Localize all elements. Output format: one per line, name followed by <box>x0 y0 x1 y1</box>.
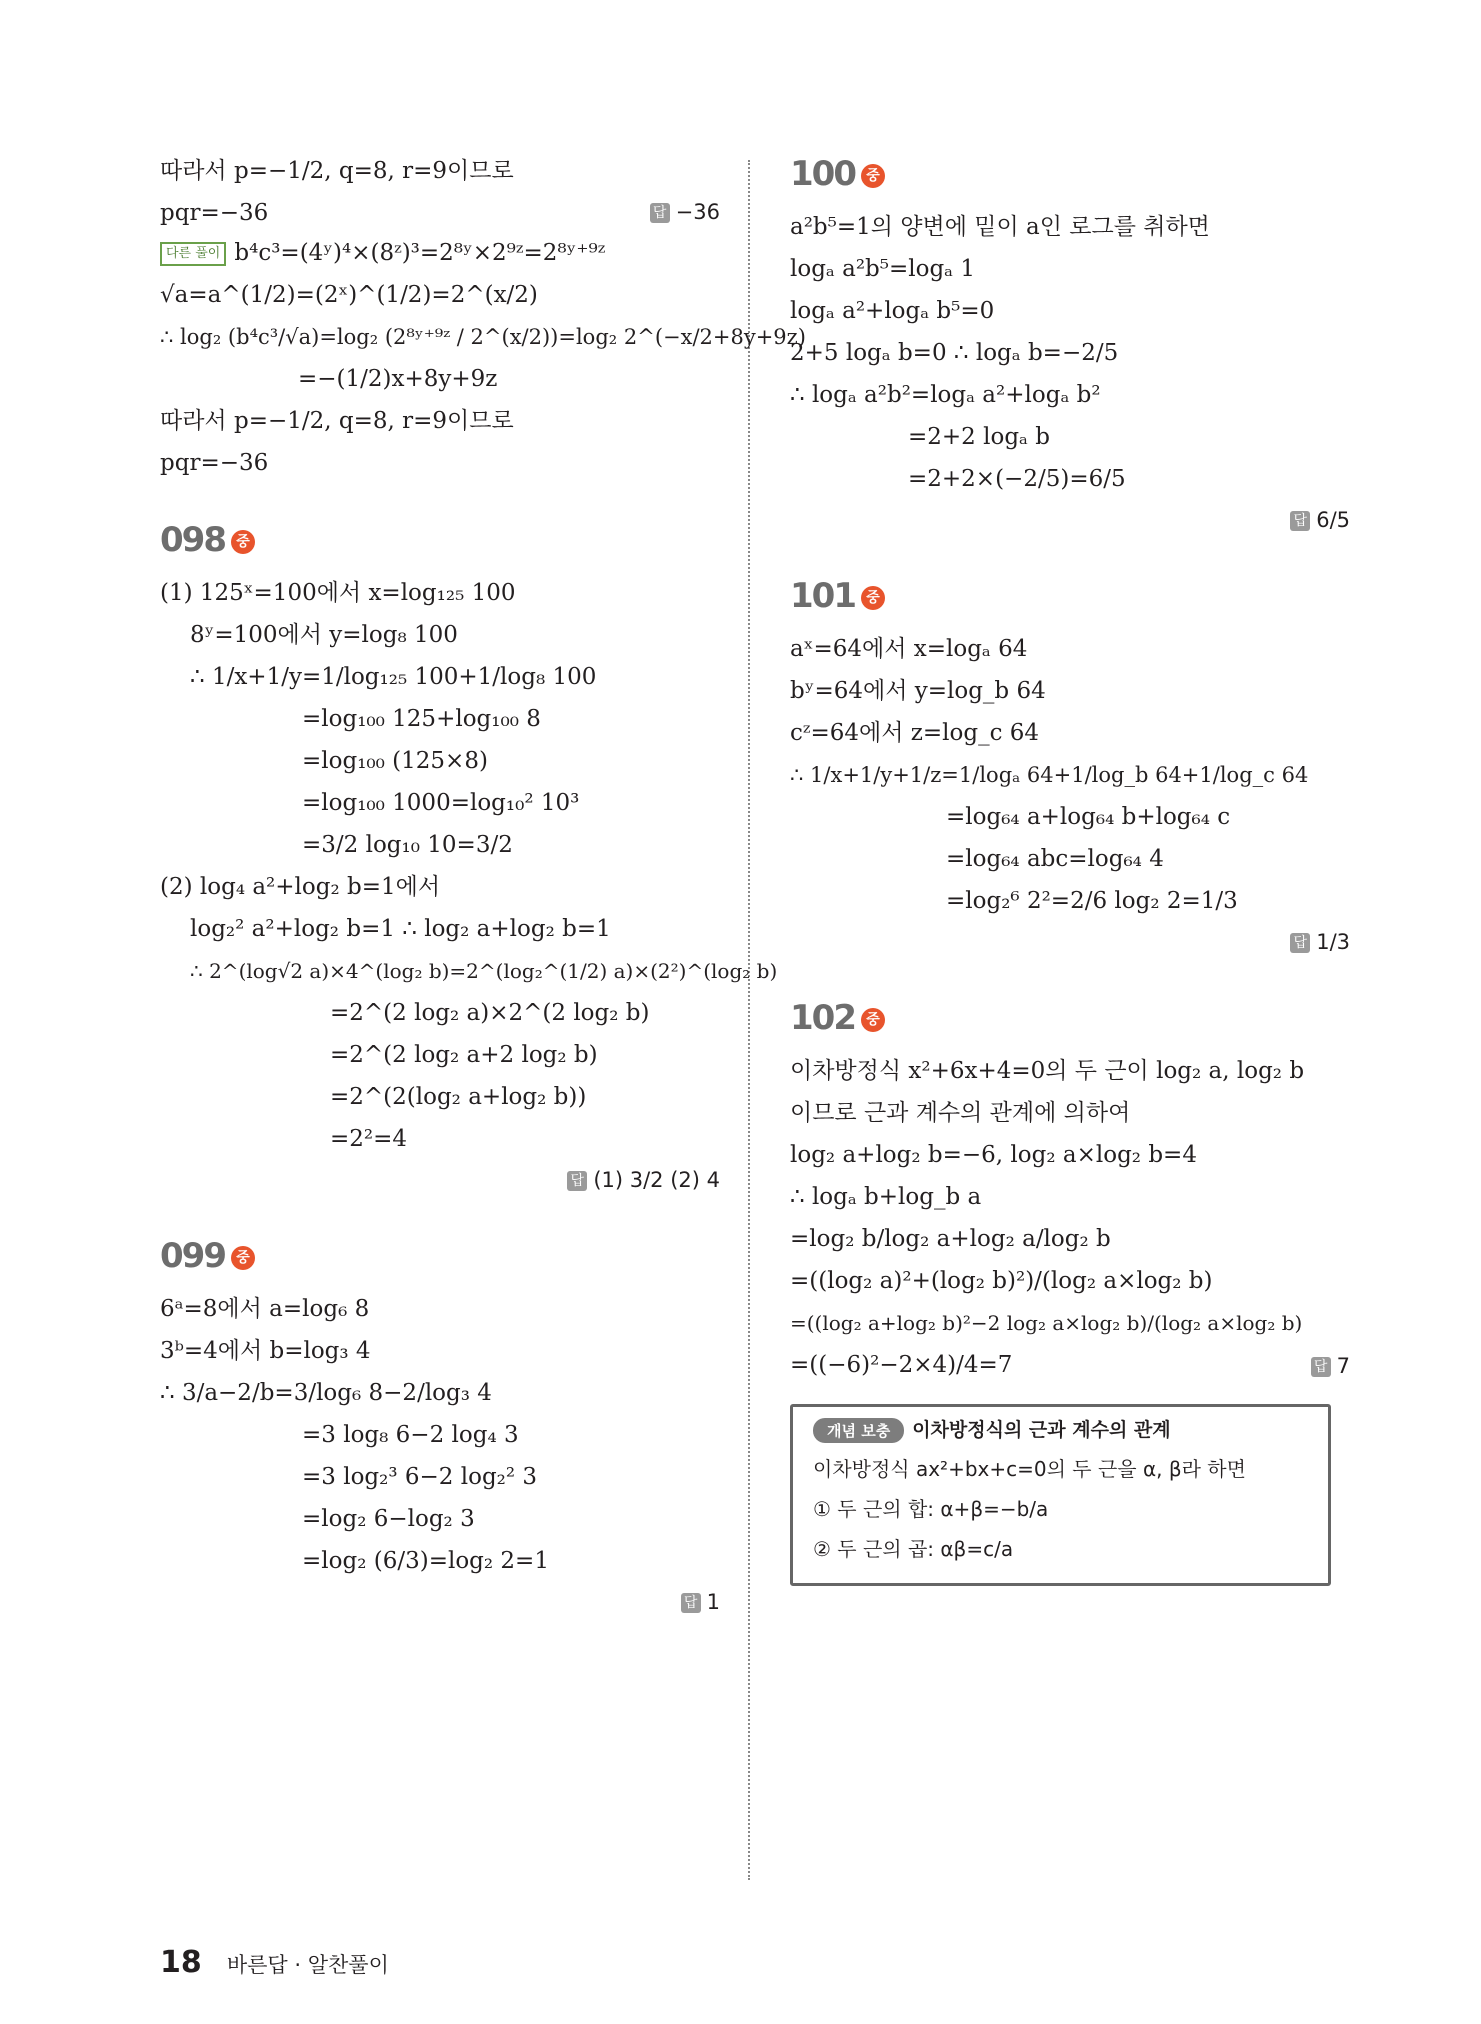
concept-line: ② 두 근의 곱: αβ=c/a <box>813 1537 1014 1561</box>
answer: 답 (1) 3/2 (2) 4 <box>160 1160 720 1200</box>
answer: 답 1/3 <box>790 922 1350 962</box>
level-badge: 중 <box>861 164 885 188</box>
level-badge: 중 <box>231 1246 255 1270</box>
problem-header-098: 098 중 <box>160 518 720 562</box>
problem-header-100: 100 중 <box>790 152 1350 196</box>
concept-line: 이차방정식 ax²+bx+c=0의 두 근을 α, β라 하면 <box>813 1457 1246 1481</box>
solution-line: =3 log₂³ 6−2 log₂² 3 <box>302 1464 538 1490</box>
solution-line: √a=a^(1/2)=(2ˣ)^(1/2)=2^(x/2) <box>160 282 538 308</box>
solution-line: (1) 125ˣ=100에서 x=log₁₂₅ 100 <box>160 580 516 606</box>
problem-header-101: 101 중 <box>790 574 1350 618</box>
solution-line: =((log₂ a)²+(log₂ b)²)/(log₂ a×log₂ b) <box>790 1268 1213 1294</box>
solution-line: cᶻ=64에서 z=log_c 64 <box>790 720 1040 746</box>
solution-line: =2^(2 log₂ a)×2^(2 log₂ b) <box>330 1000 650 1026</box>
solution-line: ∴ 1/x+1/y+1/z=1/logₐ 64+1/log_b 64+1/log_c 64 <box>790 763 1309 787</box>
solution-line: ∴ logₐ a²b²=logₐ a²+logₐ b² <box>790 382 1101 408</box>
solution-line: 2+5 logₐ b=0 ∴ logₐ b=−2/5 <box>790 340 1119 366</box>
solution-line: =log₁₀₀ (125×8) <box>302 748 488 774</box>
solution-line: logₐ a²b⁵=logₐ 1 <box>790 256 975 282</box>
solution-line: =((log₂ a+log₂ b)²−2 log₂ a×log₂ b)/(log₂ a×log₂ b) <box>790 1311 1303 1335</box>
answer: 답 7 <box>790 1346 1350 1386</box>
solution-line: log₂ a+log₂ b=−6, log₂ a×log₂ b=4 <box>790 1142 1197 1168</box>
solution-line: ∴ 3/a−2/b=3/log₆ 8−2/log₃ 4 <box>160 1380 492 1406</box>
solution-line: ∴ 2^(log√2 a)×4^(log₂ b)=2^(log₂^(1/2) a)×(2²)^(log₂ b) <box>190 959 778 983</box>
alt-solution-line: 다른 풀이 b⁴c³=(4ʸ)⁴×(8ᶻ)³=2⁸ʸ×2⁹ᶻ=2⁸ʸ⁺⁹ᶻ <box>160 232 720 274</box>
solution-line: =2+2×(−2/5)=6/5 <box>908 466 1126 492</box>
answer: 답 6/5 <box>790 500 1350 540</box>
solution-line: =log₁₀₀ 1000=log₁₀² 10³ <box>302 790 580 816</box>
solution-line: 이므로 근과 계수의 관계에 의하여 <box>790 1100 1131 1126</box>
solution-line: 3ᵇ=4에서 b=log₃ 4 <box>160 1338 371 1364</box>
solution-line: a²b⁵=1의 양변에 밑이 a인 로그를 취하면 <box>790 214 1210 240</box>
solution-line: =3/2 log₁₀ 10=3/2 <box>302 832 513 858</box>
concept-box-header: 개념 보충 이차방정식의 근과 계수의 관계 <box>813 1415 1308 1443</box>
solution-line: =log₁₀₀ 125+log₁₀₀ 8 <box>302 706 541 732</box>
solution-line: =2^(2 log₂ a+2 log₂ b) <box>330 1042 598 1068</box>
solution-line: (2) log₄ a²+log₂ b=1에서 <box>160 874 441 900</box>
level-badge: 중 <box>861 586 885 610</box>
solution-line: =log₂ b/log₂ a+log₂ a/log₂ b <box>790 1226 1111 1252</box>
solution-line: ∴ logₐ b+log_b a <box>790 1184 982 1210</box>
solution-line: =2+2 logₐ b <box>908 424 1050 450</box>
alt-solution-label: 다른 풀이 <box>160 242 226 266</box>
solution-line: =3 log₈ 6−2 log₄ 3 <box>302 1422 519 1448</box>
answer: 답 −36 <box>160 192 720 232</box>
problem-header-102: 102 중 <box>790 996 1350 1040</box>
level-badge: 중 <box>861 1008 885 1032</box>
book-title: 바른답 · 알찬풀이 <box>226 1953 389 1977</box>
answer: 답 1 <box>160 1582 720 1622</box>
concept-box <box>790 1404 1331 1586</box>
solution-line: bʸ=64에서 y=log_b 64 <box>790 678 1046 704</box>
solution-line: 따라서 p=−1/2, q=8, r=9이므로 <box>160 408 514 434</box>
page-number: 18 <box>160 1945 202 1980</box>
problem-header-099: 099 중 <box>160 1234 720 1278</box>
column-divider <box>748 160 750 1880</box>
solution-line: 6ᵃ=8에서 a=log₆ 8 <box>160 1296 370 1322</box>
solution-line: =log₂ 6−log₂ 3 <box>302 1506 475 1532</box>
concept-line: ① 두 근의 합: α+β=−b/a <box>813 1497 1049 1521</box>
solution-line: log₂² a²+log₂ b=1 ∴ log₂ a+log₂ b=1 <box>190 916 611 942</box>
right-column <box>790 152 1350 1586</box>
solution-line: 8ʸ=100에서 y=log₈ 100 <box>190 622 458 648</box>
solution-line: pqr=−36 <box>160 450 269 476</box>
solution-line: =((−6)²−2×4)/4=7 <box>790 1352 1013 1378</box>
left-column <box>160 150 806 1622</box>
solution-line: =−(1/2)x+8y+9z <box>298 366 498 392</box>
solution-line: =log₂⁶ 2²=2/6 log₂ 2=1/3 <box>946 888 1238 914</box>
solution-line: =log₂ (6/3)=log₂ 2=1 <box>302 1548 549 1574</box>
solution-line: ∴ 1/x+1/y=1/log₁₂₅ 100+1/log₈ 100 <box>190 664 597 690</box>
solution-line: =2²=4 <box>330 1126 408 1152</box>
page-footer <box>160 1945 389 1980</box>
solution-line: ∴ log₂ (b⁴c³/√a)=log₂ (2⁸ʸ⁺⁹ᶻ / 2^(x/2))=log₂ 2^(−x/2+8y+9z) <box>160 325 806 349</box>
solution-line: =2^(2(log₂ a+log₂ b)) <box>330 1084 587 1110</box>
solution-line: =log₆₄ abc=log₆₄ 4 <box>946 846 1164 872</box>
solution-line: =log₆₄ a+log₆₄ b+log₆₄ c <box>946 804 1231 830</box>
solution-line: aˣ=64에서 x=logₐ 64 <box>790 636 1028 662</box>
solution-line: 이차방정식 x²+6x+4=0의 두 근이 log₂ a, log₂ b <box>790 1058 1305 1084</box>
level-badge: 중 <box>231 530 255 554</box>
concept-tag: 개념 보충 <box>813 1418 904 1443</box>
solution-line: pqr=−36 <box>160 200 269 226</box>
solution-line: 따라서 p=−1/2, q=8, r=9이므로 <box>160 158 514 184</box>
solution-line: logₐ a²+logₐ b⁵=0 <box>790 298 995 324</box>
